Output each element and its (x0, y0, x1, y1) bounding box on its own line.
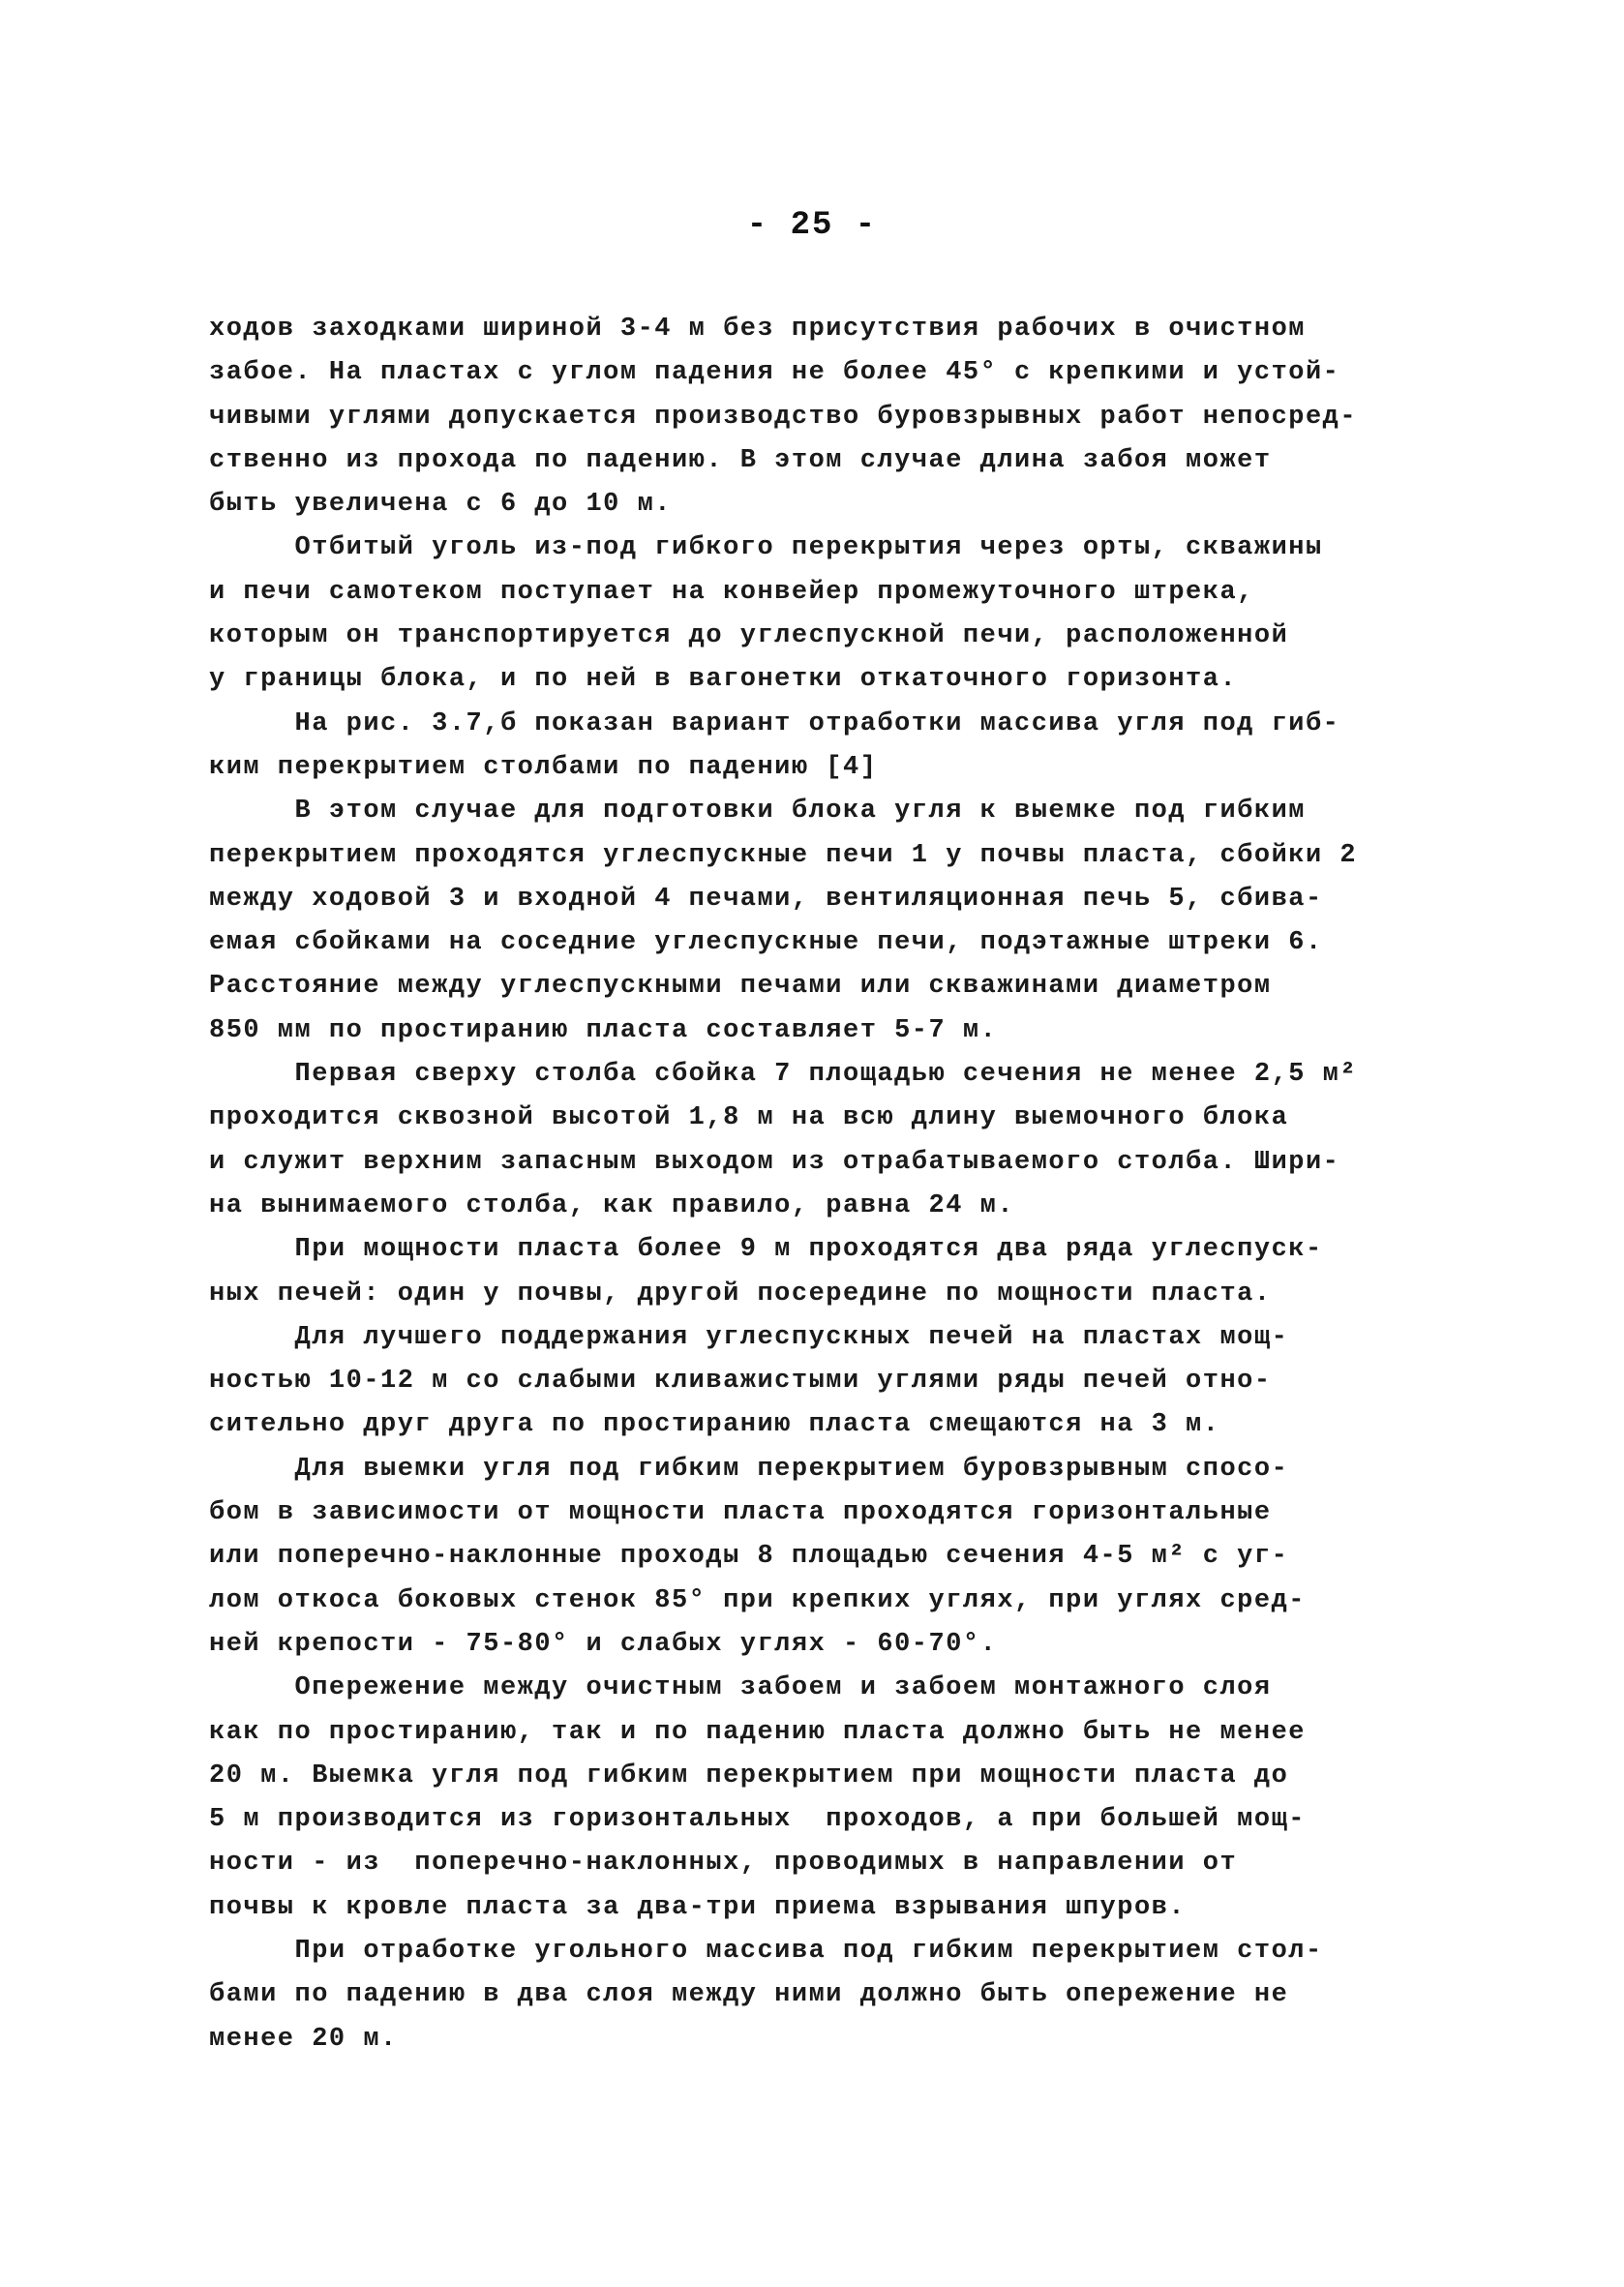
text-line: ким перекрытием столбами по падению [4] (209, 752, 878, 782)
text-line: у границы блока, и по ней в вагонетки откаточного горизонта. (209, 665, 1238, 695)
text-line: почвы к кровле пласта за два-три приема взрывания шпуров. (209, 1892, 1187, 1922)
text-line: ственно из прохода по падению. В этом случае длина забоя может (209, 445, 1272, 475)
text-line: и служит верхним запасным выходом из отрабатываемого столба. Шири- (209, 1147, 1340, 1177)
text-line: как по простиранию, так и по падению пласта должно быть не менее (209, 1717, 1306, 1747)
body-text (209, 308, 1458, 2061)
text-line: чивыми углями допускается производство буровзрывных работ непосред- (209, 402, 1358, 432)
text-line: 20 м. Выемка угля под гибким перекрытием при мощности пласта до (209, 1760, 1289, 1790)
text-line: лом откоса боковых стенок 85° при крепких углях, при углях сред- (209, 1585, 1306, 1615)
text-line: Опережение между очистным забоем и забоем монтажного слоя (209, 1673, 1272, 1703)
text-line: Расстояние между углеспускными печами или скважинами диаметром (209, 972, 1272, 1002)
text-line: При отработке угольного массива под гибким перекрытием стол- (209, 1936, 1323, 1966)
text-line: ностью 10-12 м со слабыми кливажистыми углями ряды печей отно- (209, 1367, 1272, 1397)
text-line: Для лучшего поддержания углеспускных печей на пластах мощ- (209, 1322, 1289, 1352)
text-line: ности - из поперечно-наклонных, проводимых в направлении от (209, 1849, 1238, 1879)
text-line: забое. На пластах с углом падения не более 45° с крепкими и устой- (209, 358, 1340, 388)
text-line: бом в зависимости от мощности пласта проходятся горизонтальные (209, 1498, 1272, 1528)
text-line: бами по падению в два слоя между ними должно быть опережение не (209, 1980, 1289, 2010)
text-line: ней крепости - 75-80° и слабых углях - 60-70°. (209, 1629, 998, 1659)
text-line: На рис. 3.7,б показан вариант отработки массива угля под гиб- (209, 708, 1340, 738)
text-line: и печи самотеком поступает на конвейер промежуточного штрека, (209, 577, 1254, 607)
text-line: между ходовой 3 и входной 4 печами, вентиляционная печь 5, сбива- (209, 884, 1323, 914)
text-line: 850 мм по простиранию пласта составляет 5-7 м. (209, 1015, 998, 1045)
text-line: которым он транспортируется до углеспускной печи, расположенной (209, 621, 1289, 651)
text-line: Отбитый уголь из-под гибкого перекрытия через орты, скважины (209, 533, 1323, 563)
text-line: менее 20 м. (209, 2024, 398, 2054)
text-line: быть увеличена с 6 до 10 м. (209, 490, 672, 520)
text-line: ходов заходками шириной 3-4 м без присутствия рабочих в очистном (209, 315, 1306, 344)
text-line: ных печей: один у почвы, другой посередине по мощности пласта. (209, 1279, 1272, 1309)
text-line: емая сбойками на соседние углеспускные печи, подэтажные штреки 6. (209, 928, 1323, 958)
text-line: на вынимаемого столба, как правило, равна 24 м. (209, 1190, 1015, 1220)
text-line: Первая сверху столба сбойка 7 площадью сечения не менее 2,5 м² (209, 1060, 1358, 1090)
page-number: - 25 - (746, 207, 878, 244)
text-line: проходится сквозной высотой 1,8 м на всю длину выемочного блока (209, 1103, 1289, 1133)
text-line: сительно друг друга по простиранию пласта смещаются на 3 м. (209, 1410, 1220, 1440)
text-line: В этом случае для подготовки блока угля к выемке под гибким (209, 797, 1306, 827)
text-line: При мощности пласта более 9 м проходятся два ряда углеспуск- (209, 1235, 1323, 1265)
text-line: перекрытием проходятся углеспускные печи 1 у почвы пласта, сбойки 2 (209, 840, 1358, 870)
text-line: 5 м производится из горизонтальных проходов, а при большей мощ- (209, 1805, 1306, 1835)
text-line: или поперечно-наклонные проходы 8 площадью сечения 4-5 м² с уг- (209, 1542, 1289, 1572)
text-line: Для выемки угля под гибким перекрытием буровзрывным спосо- (209, 1454, 1289, 1484)
